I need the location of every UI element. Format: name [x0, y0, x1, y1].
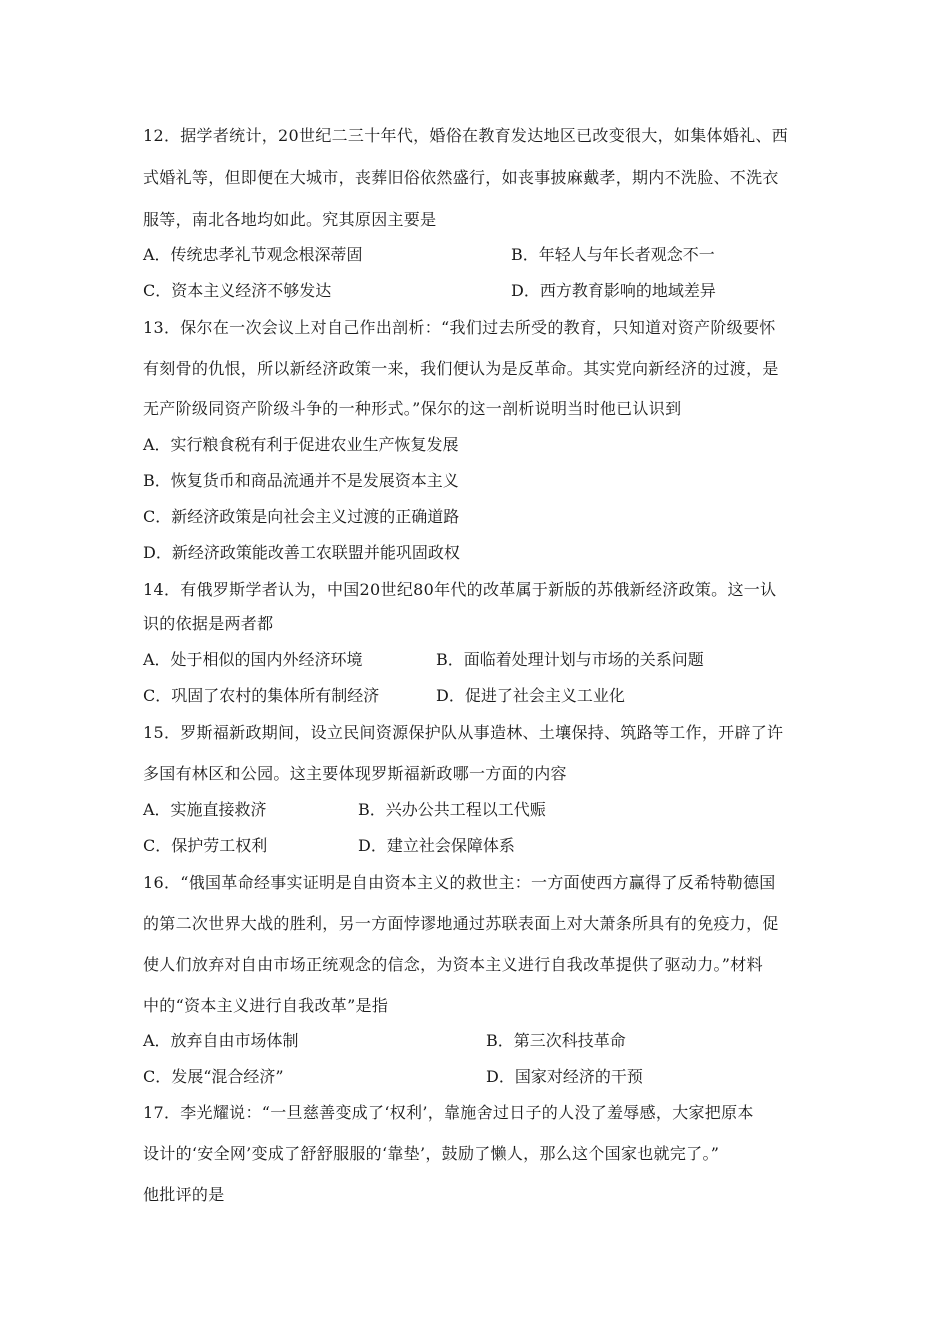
q14-stem-line-2: 识的依据是两者都	[143, 614, 274, 633]
q15-stem-line-2: 多国有林区和公园。这主要体现罗斯福新政哪一方面的内容	[143, 764, 567, 783]
q16-option-a: A．放弃自由市场体制	[143, 1031, 299, 1050]
q13-stem-line-2: 有刻骨的仇恨，所以新经济政策一来，我们便认为是反革命。其实党向新经济的过渡，是	[143, 359, 779, 378]
q16-stem-line-3: 使人们放弃对自由市场正统观念的信念，为资本主义进行自我改革提供了驱动力。”材料	[143, 955, 763, 974]
q14-option-b: B．面临着处理计划与市场的关系问题	[436, 650, 704, 669]
q14-option-c: C．巩固了农村的集体所有制经济	[143, 686, 380, 705]
q12-stem-line-2: 式婚礼等，但即便在大城市，丧葬旧俗依然盛行，如丧事披麻戴孝，期内不洗脸、不洗衣	[143, 168, 779, 187]
q15-option-a: A．实施直接救济	[143, 800, 267, 819]
q12-stem-line-1: 12．据学者统计，20世纪二三十年代，婚俗在教育发达地区已改变很大，如集体婚礼、西	[143, 126, 789, 145]
q12-option-a: A．传统忠孝礼节观念根深蒂固	[143, 245, 363, 264]
q15-option-c: C．保护劳工权利	[143, 836, 268, 855]
q12-option-c: C．资本主义经济不够发达	[143, 281, 332, 300]
q14-stem-line-1: 14．有俄罗斯学者认为，中国20世纪80年代的改革属于新版的苏俄新经济政策。这一认	[143, 580, 777, 599]
q13-option-d: D．新经济政策能改善工农联盟并能巩固政权	[143, 543, 460, 562]
q17-stem-line-3: 他批评的是	[143, 1185, 225, 1204]
q13-stem-line-1: 13．保尔在一次会议上对自己作出剖析：“我们过去所受的教育，只知道对资产阶级要怀	[143, 318, 776, 337]
q13-stem-line-3: 无产阶级同资产阶级斗争的一种形式。”保尔的这一剖析说明当时他已认识到	[143, 399, 682, 418]
q16-stem-line-1: 16．“俄国革命经事实证明是自由资本主义的救世主：一方面使西方赢得了反希特勒德国	[143, 873, 776, 892]
q12-option-d: D．西方教育影响的地域差异	[511, 281, 716, 300]
q13-option-c: C．新经济政策是向社会主义过渡的正确道路	[143, 507, 460, 526]
q16-option-b: B．第三次科技革命	[486, 1031, 626, 1050]
q16-stem-line-4: 中的“资本主义进行自我改革”是指	[143, 996, 389, 1015]
q13-option-a: A．实行粮食税有利于促进农业生产恢复发展	[143, 435, 459, 454]
q16-option-d: D．国家对经济的干预	[486, 1067, 643, 1086]
q12-option-b: B．年轻人与年长者观念不一	[511, 245, 715, 264]
q17-stem-line-2: 设计的‘安全网’变成了舒舒服服的‘靠垫’，鼓励了懒人，那么这个国家也就完了。”	[143, 1144, 720, 1163]
q14-option-a: A．处于相似的国内外经济环境	[143, 650, 363, 669]
q14-option-d: D．促进了社会主义工业化	[436, 686, 625, 705]
q15-option-d: D．建立社会保障体系	[358, 836, 515, 855]
q13-option-b: B．恢复货币和商品流通并不是发展资本主义	[143, 471, 459, 490]
q15-option-b: B．兴办公共工程以工代赈	[358, 800, 546, 819]
q17-stem-line-1: 17．李光耀说：“一旦慈善变成了‘权利’，靠施舍过日子的人没了羞辱感，大家把原本	[143, 1103, 754, 1122]
q16-stem-line-2: 的第二次世界大战的胜利，另一方面悖谬地通过苏联表面上对大萧条所具有的免疫力，促	[143, 914, 779, 933]
q16-option-c: C．发展“混合经济”	[143, 1067, 284, 1086]
q12-stem-line-3: 服等，南北各地均如此。究其原因主要是	[143, 210, 437, 229]
q15-stem-line-1: 15．罗斯福新政期间，设立民间资源保护队从事造林、土壤保持、筑路等工作，开辟了许	[143, 723, 784, 742]
